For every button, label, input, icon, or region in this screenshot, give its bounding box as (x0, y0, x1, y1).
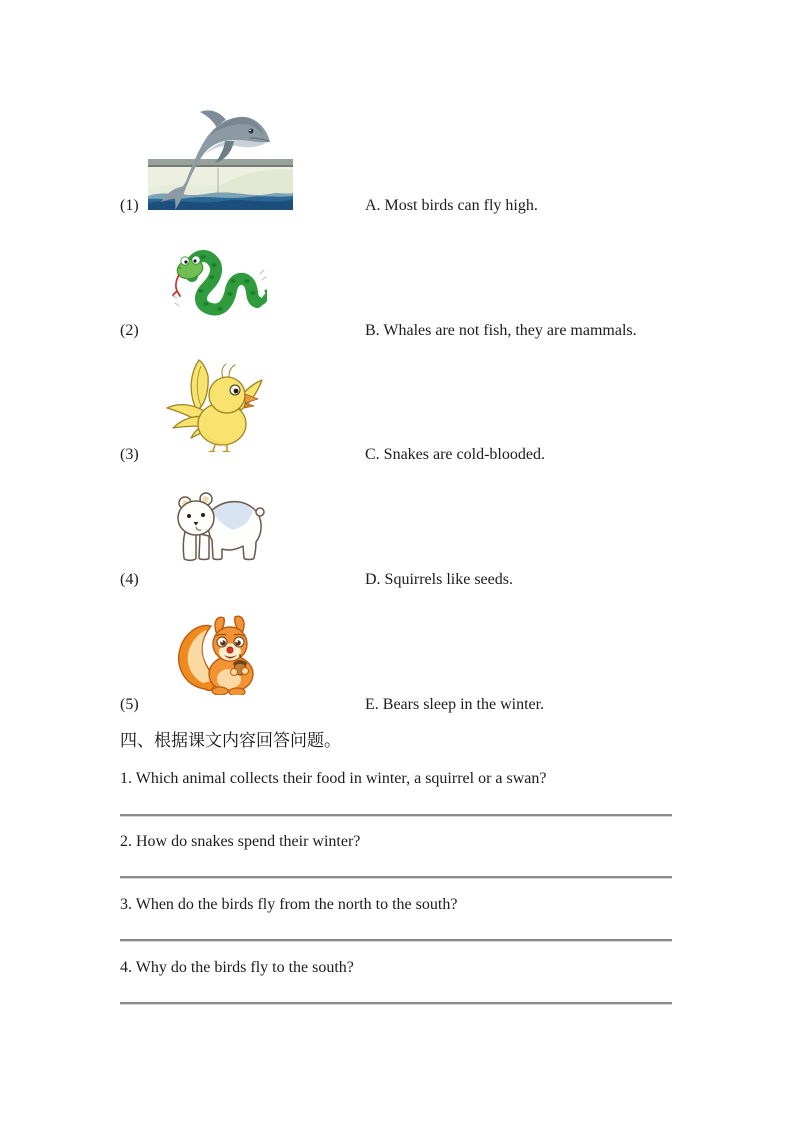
snake-illustration (170, 248, 267, 318)
option-label-d: D. Squirrels like seeds. (365, 571, 513, 588)
squirrel-illustration (173, 613, 265, 695)
polar-bear-illustration (172, 490, 270, 565)
question-2: 2. How do snakes spend their winter? (120, 833, 361, 850)
bird-image (165, 358, 265, 452)
question-1: 1. Which animal collects their food in winter, a squirrel or a swan? (120, 770, 547, 787)
matching-item-number: (2) (120, 322, 139, 339)
answer-line-3 (120, 939, 672, 941)
bird-illustration (165, 358, 265, 452)
option-label-b: B. Whales are not fish, they are mammals. (365, 322, 637, 339)
polar-bear-image (172, 490, 270, 565)
answer-line-2 (120, 876, 672, 878)
squirrel-image (173, 613, 265, 695)
option-label-a: A. Most birds can fly high. (365, 197, 538, 214)
option-label-e: E. Bears sleep in the winter. (365, 696, 545, 713)
dolphin-image (148, 110, 293, 210)
question-4: 4. Why do the birds fly to the south? (120, 959, 354, 976)
matching-item-number: (4) (120, 571, 139, 588)
question-3: 3. When do the birds fly from the north to the south? (120, 896, 458, 913)
matching-item-number: (1) (120, 197, 139, 214)
answer-line-4 (120, 1002, 672, 1004)
matching-item-number: (3) (120, 446, 139, 463)
matching-item-number: (5) (120, 696, 139, 713)
snake-image (170, 248, 267, 318)
answer-line-1 (120, 814, 672, 816)
dolphin-illustration (148, 110, 293, 210)
section-heading: 四、根据课文内容回答问题。 (120, 731, 341, 750)
option-label-c: C. Snakes are cold-blooded. (365, 446, 545, 463)
